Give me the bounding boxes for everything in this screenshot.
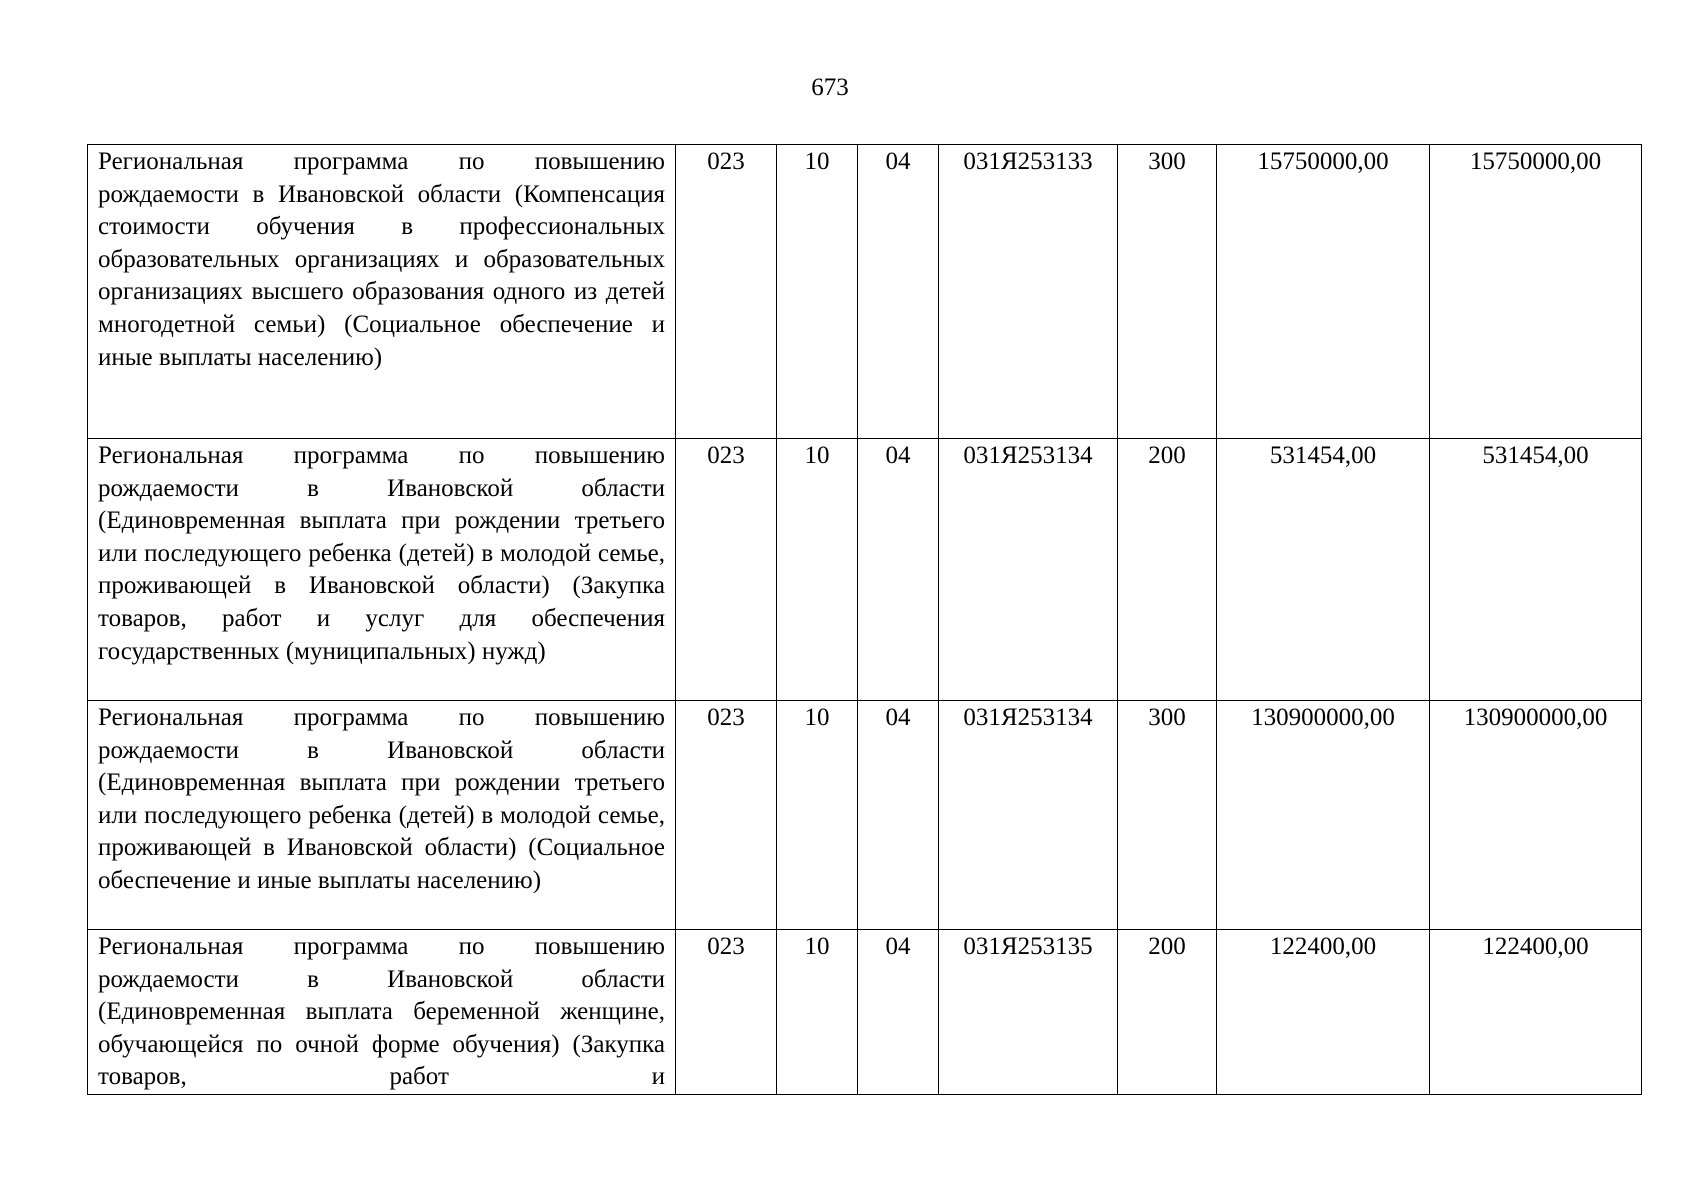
amount-first-year: 15750000,00 <box>1217 145 1430 439</box>
row-description: Региональная программа по повышению рождаемости в Ивановской области (Компенсация стоимости обучения в профессиональных образовательных организациях и образовательных организациях высшего образования одного из детей многодетной семьи) (Социальное обеспечение и иные выплаты населению) <box>88 145 676 439</box>
budget-table <box>87 144 1642 1095</box>
amount-second-year: 130900000,00 <box>1430 701 1642 930</box>
amount-first-year: 122400,00 <box>1217 930 1430 1095</box>
subsection-code: 04 <box>858 701 939 930</box>
row-description: Региональная программа по повышению рождаемости в Ивановской области (Единовременная выплата беременной женщине, обучающейся по очной форме обучения) (Закупка товаров, работ и <box>88 930 676 1095</box>
target-article-code: 031Я253134 <box>939 439 1118 701</box>
subsection-code: 04 <box>858 930 939 1095</box>
subsection-code: 04 <box>858 439 939 701</box>
amount-second-year: 122400,00 <box>1430 930 1642 1095</box>
ministry-code: 023 <box>676 145 777 439</box>
row-description: Региональная программа по повышению рождаемости в Ивановской области (Единовременная выплата при рождении третьего или последующего ребенка (детей) в молодой семье, проживающей в Ивановской области) (Социальное обеспечение и иные выплаты населению) <box>88 701 676 930</box>
table-row <box>88 701 1642 930</box>
amount-second-year: 15750000,00 <box>1430 145 1642 439</box>
section-code: 10 <box>777 145 858 439</box>
ministry-code: 023 <box>676 701 777 930</box>
target-article-code: 031Я253133 <box>939 145 1118 439</box>
expense-type-code: 300 <box>1118 145 1217 439</box>
subsection-code: 04 <box>858 145 939 439</box>
amount-second-year: 531454,00 <box>1430 439 1642 701</box>
target-article-code: 031Я253134 <box>939 701 1118 930</box>
amount-first-year: 130900000,00 <box>1217 701 1430 930</box>
expense-type-code: 200 <box>1118 439 1217 701</box>
ministry-code: 023 <box>676 930 777 1095</box>
section-code: 10 <box>777 701 858 930</box>
table-row <box>88 439 1642 701</box>
expense-type-code: 300 <box>1118 701 1217 930</box>
row-description: Региональная программа по повышению рождаемости в Ивановской области (Единовременная выплата при рождении третьего или последующего ребенка (детей) в молодой семье, проживающей в Ивановской области) (Закупка товаров, работ и услуг для обеспечения государственных (муниципальных) нужд) <box>88 439 676 701</box>
section-code: 10 <box>777 930 858 1095</box>
table-row <box>88 145 1642 439</box>
amount-first-year: 531454,00 <box>1217 439 1430 701</box>
target-article-code: 031Я253135 <box>939 930 1118 1095</box>
page-number: 673 <box>811 74 849 101</box>
ministry-code: 023 <box>676 439 777 701</box>
section-code: 10 <box>777 439 858 701</box>
expense-type-code: 200 <box>1118 930 1217 1095</box>
table-row <box>88 930 1642 1095</box>
